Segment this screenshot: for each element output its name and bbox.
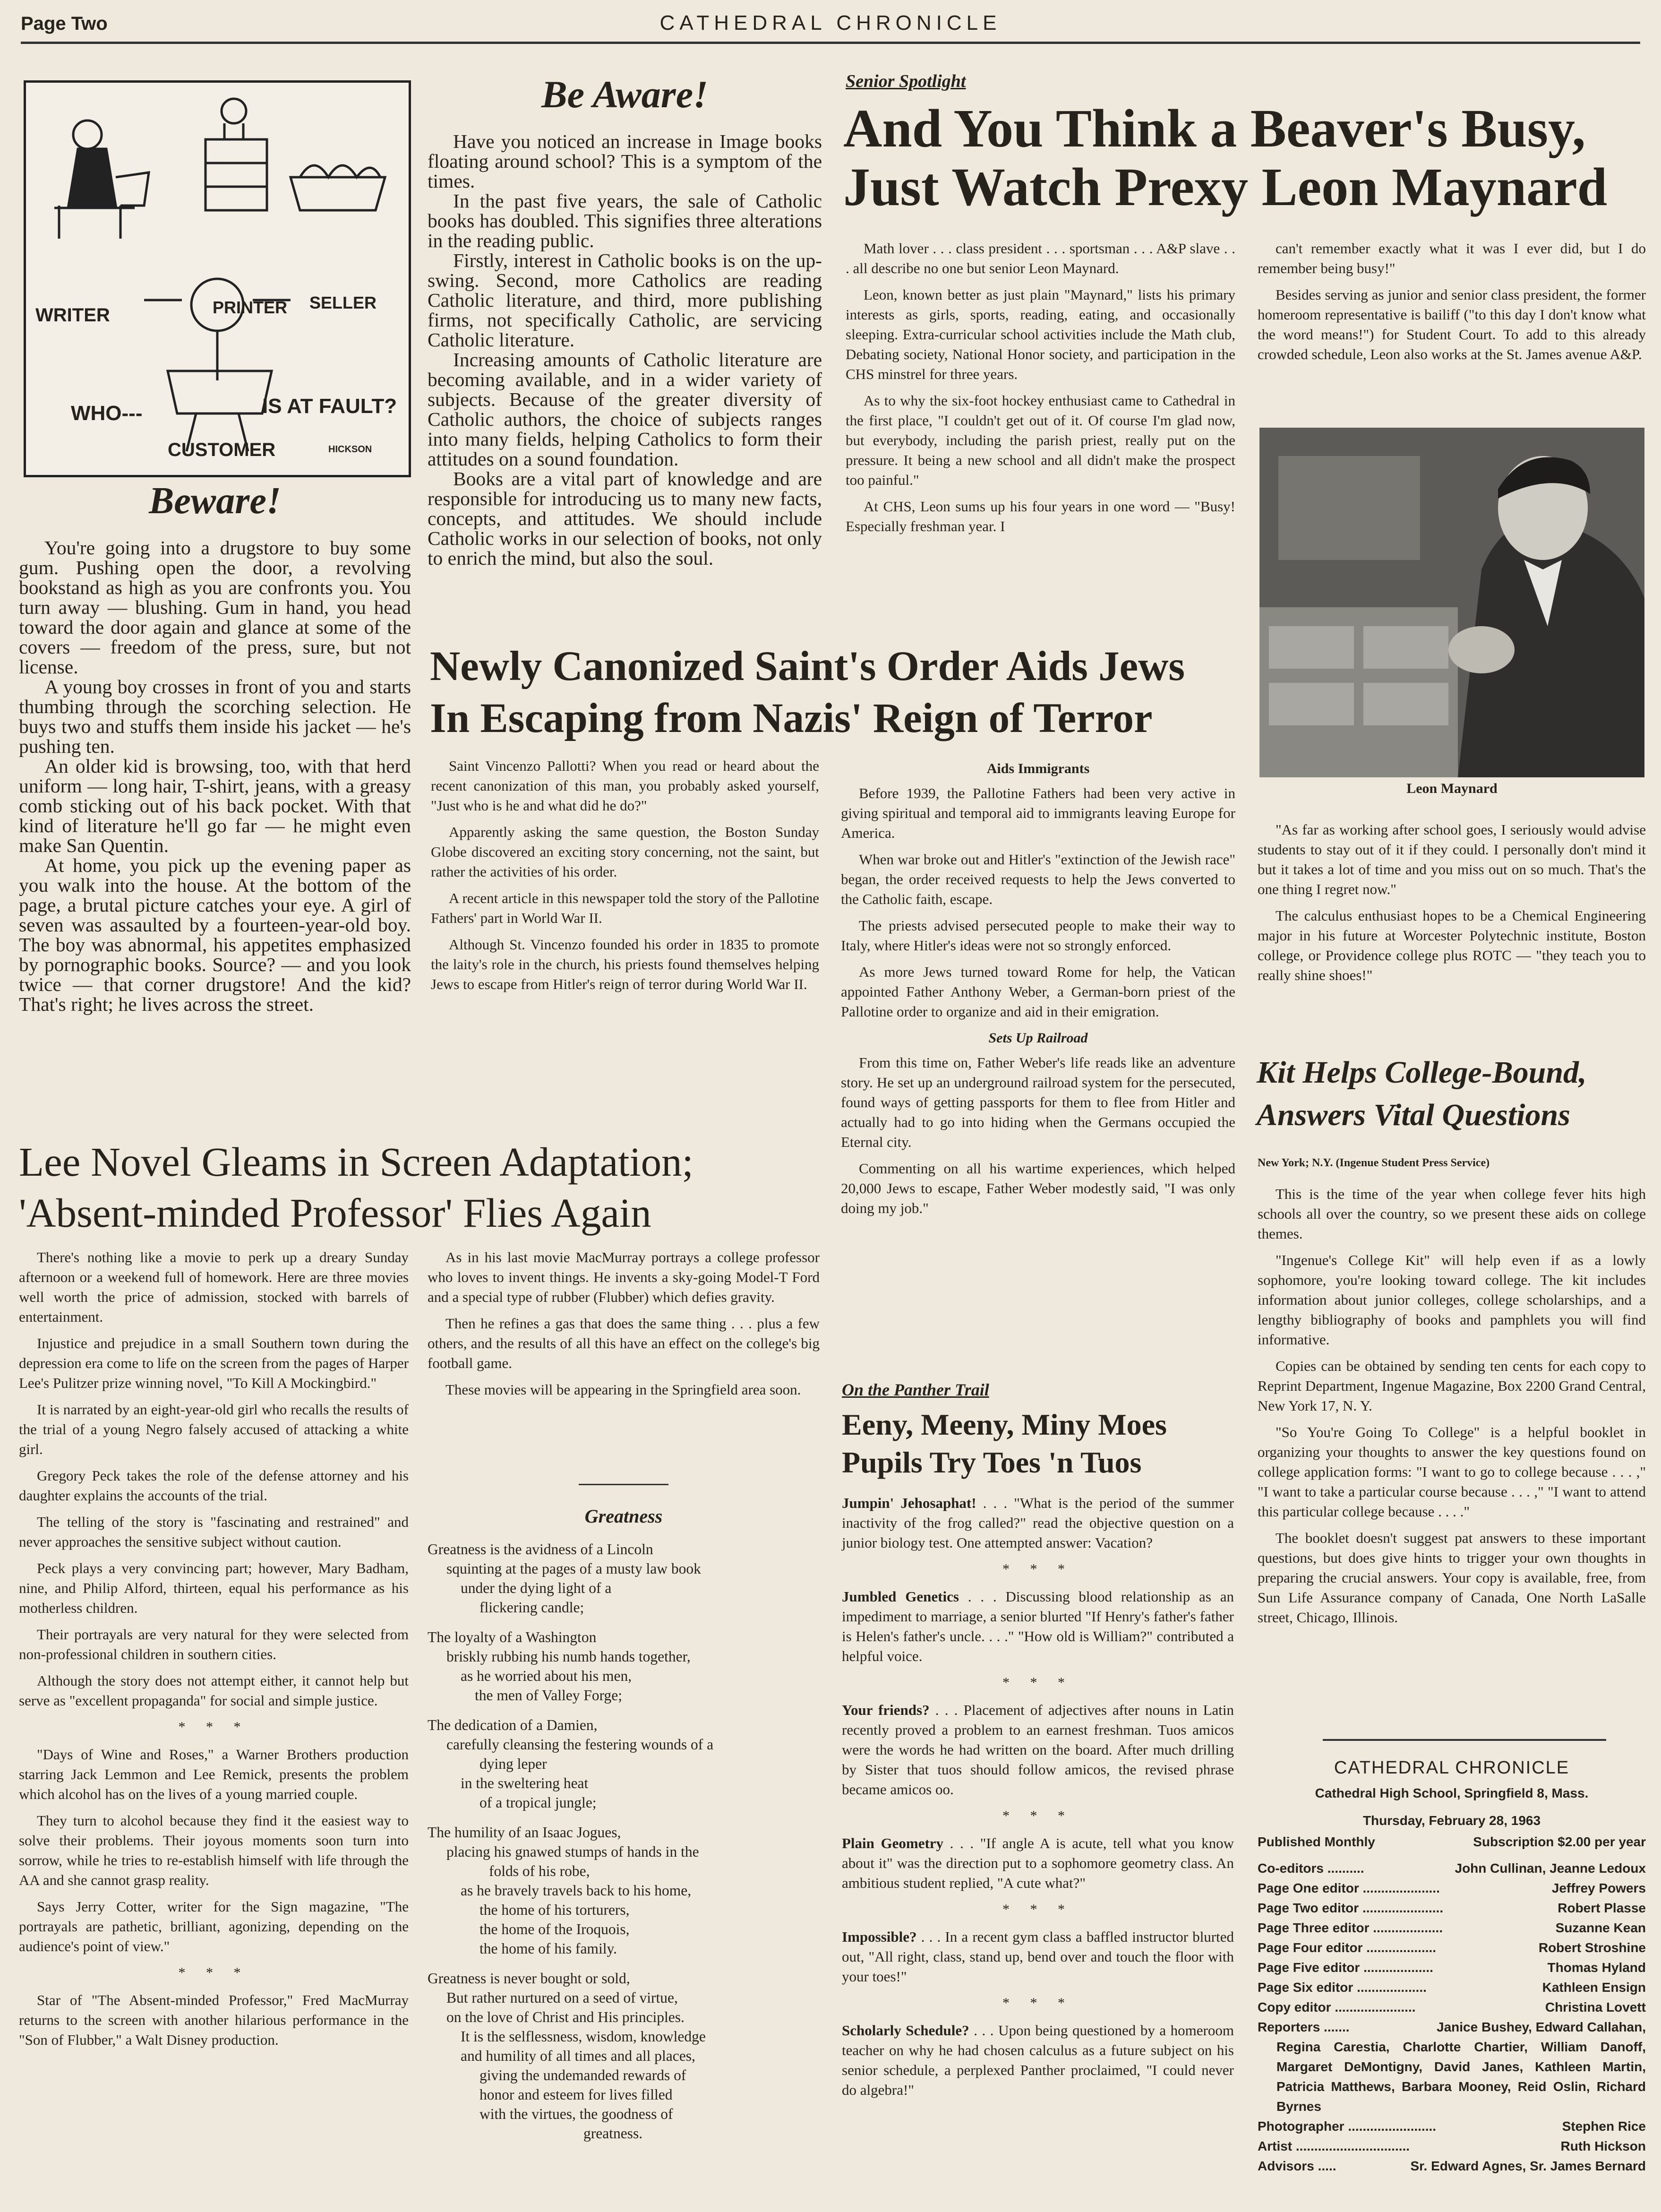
spotlight-headline-line2: Just Watch Prexy Leon Maynard xyxy=(843,157,1608,217)
be-aware-paragraph: Books are a vital part of knowledge and are responsible for introducing us to many new facts, concepts, and attitudes. We should include Catholic works in our selection of books, not only to enrich the mind, but also the soul. xyxy=(428,468,822,569)
kit-paragraph: "Ingenue's College Kit" will help even if as a lowly sophomore, you're looking toward college. The kit includes information about junior colleges, college scholarships, and a lengthy bibliography of books and pamphlets you will find informative. xyxy=(1258,1252,1646,1348)
kit-paragraph: Copies can be obtained by sending ten cents for each copy to Reprint Department, Ingenue Magazine, Box 2200 Grand Central, New York 17, N. Y. xyxy=(1258,1358,1646,1414)
poem-line: squinting at the pages of a musty law book xyxy=(446,1560,701,1577)
panther-item-text: . . . In a recent gym class a baffled instructor blurted out, "All right, class, stand up, bend over and touch the floor with your toes!" xyxy=(842,1928,1234,1985)
movie-headline xyxy=(19,1136,822,1239)
panther-item xyxy=(842,1927,1234,1987)
kit-paragraph: "So You're Going To College" is a helpful booklet in organizing your thoughts to answer the key questions found on college application forms: "I want to go to college because . . . ," "I want to take a particular course because . . . ," "I want to attend this particular college because . . . ." xyxy=(1258,1424,1646,1520)
saint-paragraph: From this time on, Father Weber's life reads like an adventure story. He set up an underground railroad system for the persecuted, found ways of getting passports for them to flee from Hitler and actually had to go into hiding when the Germans occupied the Eternal city. xyxy=(841,1054,1235,1150)
poem-line: as he bravely travels back to his home, xyxy=(461,1882,692,1899)
staff-row xyxy=(1258,1978,1646,1997)
panther-item-lead: Jumbled Genetics xyxy=(842,1588,959,1605)
staff-row xyxy=(1258,2136,1646,2156)
saint-paragraph: Apparently asking the same question, the Boston Sunday Globe discovered an exciting story concerning, not the saint, but rather the activities of his order. xyxy=(431,824,819,880)
poem-line: The loyalty of a Washington xyxy=(428,1629,597,1645)
poem-line: carefully cleansing the festering wounds of a xyxy=(446,1736,714,1753)
poem-line: and humility of all times and all places, xyxy=(461,2048,695,2064)
spotlight-paragraph: Leon, known better as just plain "Maynard," lists his primary interests as girls, sports, reading, eating, and occasionally sleeping. Extra-curricular school activities include the Math club, Debating society, National Honor society, and participation in the CHS minstrel for three years. xyxy=(846,286,1235,382)
section-stars: * * * xyxy=(1002,1561,1073,1577)
poem-stanza xyxy=(428,1715,820,1812)
staff-row xyxy=(1258,2117,1646,2136)
saint-headline xyxy=(430,640,1242,744)
movie-col2 xyxy=(428,1248,820,1406)
spotlight-paragraph: Besides serving as junior and senior class president, the former homeroom representative is bailiff ("to this day I don't know what the word means!") for Student Court. To add to this already crowded schedule, Leon also works at the St. James avenue A&P. xyxy=(1258,286,1646,362)
spotlight-paragraph: can't remember exactly what it was I ever did, but I do remember being busy!" xyxy=(1258,240,1646,276)
poem-line: with the virtues, the goodness of xyxy=(479,2106,673,2122)
staff-row xyxy=(1258,2156,1646,2176)
saint-col2 xyxy=(841,756,1235,1225)
staff-names: Christina Lovett xyxy=(1545,2000,1646,2014)
panther-item-text: . . . Upon being questioned by a homeroom teacher on why he had chosen calculus as a future subject on his senior schedule, a perplexed Panther proclaimed, "I could never do algebra!" xyxy=(842,2022,1234,2098)
be-aware-article xyxy=(428,71,822,568)
poem-line: the home of his torturers, xyxy=(479,1902,630,1918)
staff-names: Robert Stroshine xyxy=(1538,1940,1646,1955)
section-stars: * * * xyxy=(1002,1675,1073,1690)
panther-item-lead: Scholarly Schedule? xyxy=(842,2022,969,2039)
panther-headline-line1: Eeny, Meeny, Miny Moes xyxy=(842,1408,1167,1441)
kit-headline xyxy=(1257,1051,1649,1136)
staff-role: Reporters ....... xyxy=(1258,2020,1350,2034)
staff-role: Page Four editor ................... xyxy=(1258,1940,1437,1955)
staff-names: Jeffrey Powers xyxy=(1551,1881,1646,1895)
masthead-rule xyxy=(21,42,1640,44)
movie-paragraph: "Days of Wine and Roses," a Warner Brothers production starring Jack Lemmon and Lee Remick, presents the problem which alcohol has on the lives of a young married couple. xyxy=(19,1746,409,1802)
staff-box-date: Thursday, February 28, 1963 xyxy=(1362,1813,1541,1828)
poem-line: on the love of Christ and His principles. xyxy=(446,2009,685,2025)
saint-headline-line2: In Escaping from Nazis' Reign of Terror xyxy=(430,695,1153,741)
cartoon-illustration xyxy=(24,80,411,477)
movie-headline-line2: 'Absent-minded Professor' Flies Again xyxy=(19,1190,651,1236)
be-aware-headline: Be Aware! xyxy=(541,73,709,116)
movie-paragraph: The telling of the story is "fascinating and restrained" and never approaches the sensitive subject without caution. xyxy=(19,1514,409,1550)
spotlight-col1 xyxy=(846,239,1235,543)
cartoon-label-fault: IS AT FAULT? xyxy=(262,395,397,418)
staff-role: Page Six editor ................... xyxy=(1258,1980,1427,1995)
kit-headline-line1: Kit Helps College-Bound, xyxy=(1257,1055,1587,1090)
staff-names: Ruth Hickson xyxy=(1560,2139,1646,2153)
poem-line: It is the selflessness, wisdom, knowledge xyxy=(461,2028,706,2045)
kit-body xyxy=(1258,1153,1646,1634)
staff-row xyxy=(1258,2017,1646,2037)
poem-line: placing his gnawed stumps of hands in the xyxy=(446,1843,699,1860)
section-stars: * * * xyxy=(1002,1995,1073,2011)
staff-role: Artist ............................... xyxy=(1258,2139,1410,2153)
poem-line: honor and esteem for lives filled xyxy=(479,2086,673,2103)
staff-row xyxy=(1258,1859,1646,1878)
spotlight-paragraph: Math lover . . . class president . . . sportsman . . . A&P slave . . . all describe no one but senior Leon Maynard. xyxy=(846,240,1235,276)
leon-maynard-photo xyxy=(1259,428,1644,777)
kit-paragraph: This is the time of the year when college fever hits high schools all over the country, so we present these aids on college themes. xyxy=(1258,1186,1646,1242)
movie-paragraph: Injustice and prejudice in a small Southern town during the depression era come to life on the screen from the pages of Harper Lee's Pulitzer prize winning novel, "To Kill A Mockingbird." xyxy=(19,1335,409,1391)
saint-paragraph: Commenting on all his wartime experiences, which helped 20,000 Jews to escape, Father Weber modestly said, "I was only doing my job." xyxy=(841,1160,1235,1216)
staff-names: Suzanne Kean xyxy=(1555,1920,1646,1935)
poem-body xyxy=(428,1540,820,2143)
staff-role: Co-editors .......... xyxy=(1258,1861,1364,1876)
panther-item xyxy=(842,1493,1234,1553)
section-stars: * * * xyxy=(1002,1902,1073,1917)
staff-names: John Cullinan, Jeanne Ledoux xyxy=(1455,1861,1646,1876)
movie-paragraph: Says Jerry Cotter, writer for the Sign magazine, "The portrayals are pathetic, brilliant, agonizing, depending on the audience's point of view." xyxy=(19,1898,409,1954)
poem-line: dying leper xyxy=(479,1756,547,1772)
poem-line: in the sweltering heat xyxy=(461,1775,589,1791)
saint-headline-line1: Newly Canonized Saint's Order Aids Jews xyxy=(430,643,1185,689)
poem-line: under the dying light of a xyxy=(461,1580,612,1596)
saint-paragraph: When war broke out and Hitler's "extinction of the Jewish race" began, the order received requests to help the Jews converted to the Catholic faith, escape. xyxy=(841,851,1235,907)
panther-item-text: . . . Discussing blood relationship as an impediment to marriage, a senior blurted "If Henry's father's father is Helen's father's uncle. . . ." "How old is William?" contributed a helpful voice. xyxy=(842,1588,1234,1664)
saint-col1 xyxy=(431,756,819,1001)
poem-line: as he worried about his men, xyxy=(461,1668,632,1684)
cartoon-label-seller: SELLER xyxy=(309,293,377,312)
cartoon-label-printer: PRINTER xyxy=(213,298,288,317)
poem-stanza xyxy=(428,1540,820,1617)
staff-box-school: Cathedral High School, Springfield 8, Mass. xyxy=(1315,1786,1589,1800)
staff-role: Advisors ..... xyxy=(1258,2159,1336,2173)
poem-stanza xyxy=(428,1969,820,2143)
staff-reporters-list: Regina Carestia, Charlotte Chartier, William Danoff, Margaret DeMontigny, David Janes, Kathleen Martin, Patricia Matthews, Barbara Mooney, Reid Oslin, Richard Byrnes xyxy=(1276,2040,1646,2114)
movie-paragraph: As in his last movie MacMurray portrays a college professor who loves to invent things. He invents a sky-going Model-T Ford and a special type of rubber (Flubber) which defies gravity. xyxy=(428,1249,820,1305)
staff-box-publication-row xyxy=(1258,1832,1646,1852)
kit-dateline: New York; N.Y. (Ingenue Student Press Service) xyxy=(1258,1157,1490,1169)
staff-row xyxy=(1258,1918,1646,1938)
section-stars: * * * xyxy=(1002,1808,1073,1824)
saint-paragraph: As more Jews turned toward Rome for help, the Vatican appointed Father Anthony Weber, a German-born priest of the Pallotine order to organize and aid in their emigration. xyxy=(841,964,1235,1020)
beware-body xyxy=(19,538,411,1014)
cartoon-label-customer: CUSTOMER xyxy=(168,439,276,460)
panther-item-lead: Your friends? xyxy=(842,1702,930,1718)
staff-row xyxy=(1258,1997,1646,2017)
movie-paragraph: These movies will be appearing in the Springfield area soon. xyxy=(445,1381,801,1398)
staff-box xyxy=(1258,1758,1646,2176)
saint-paragraph: Before 1939, the Pallotine Fathers had been very active in giving spiritual and temporal aid to immigrants leaving Europe for America. xyxy=(841,785,1235,841)
poem-line: the home of his family. xyxy=(479,1940,617,1957)
staff-box-subscription: Subscription $2.00 per year xyxy=(1473,1834,1646,1849)
beware-article xyxy=(19,477,411,1014)
section-stars: * * * xyxy=(178,1719,249,1735)
staff-names: Thomas Hyland xyxy=(1547,1960,1646,1975)
staff-names: Sr. Edward Agnes, Sr. James Bernard xyxy=(1410,2159,1646,2173)
be-aware-paragraph: Have you noticed an increase in Image books floating around school? This is a symptom of the times. xyxy=(428,130,822,192)
panther-item-lead: Jumpin' Jehosaphat! xyxy=(842,1495,976,1511)
panther-item xyxy=(842,1587,1234,1666)
movie-paragraph: Star of "The Absent-minded Professor," Fred MacMurray returns to the screen with another hilarious performance in the "Son of Flubber," a Walt Disney production. xyxy=(19,1992,409,2048)
poem-line: of a tropical jungle; xyxy=(479,1794,597,1811)
beware-paragraph: A young boy crosses in front of you and starts thumbing through the scorching selection. He buys two and stuffs them inside his jacket — he's pushing ten. xyxy=(19,676,411,757)
poem-line: briskly rubbing his numb hands together, xyxy=(446,1648,691,1665)
saint-paragraph: A recent article in this newspaper told the story of the Pallotine Fathers' part in World War II. xyxy=(431,890,819,926)
staff-names: Kathleen Ensign xyxy=(1542,1980,1646,1995)
panther-item-lead: Plain Geometry xyxy=(842,1835,944,1851)
staff-row xyxy=(1258,1878,1646,1898)
movie-headline-line1: Lee Novel Gleams in Screen Adaptation; xyxy=(19,1139,694,1185)
photo-image xyxy=(1259,428,1644,777)
movie-paragraph: Their portrayals are very natural for they were selected from non-professional children in southern cities. xyxy=(19,1626,409,1662)
movie-col1 xyxy=(19,1248,409,2057)
poem-line: But rather nurtured on a seed of virtue, xyxy=(446,1989,678,2006)
cartoon-label-who: WHO--- xyxy=(71,402,143,425)
poem-line: flickering candle; xyxy=(479,1599,584,1616)
cartoon-signature: HICKSON xyxy=(328,444,372,455)
beware-paragraph: You're going into a drugstore to buy some gum. Pushing open the door, a revolving bookstand as high as you are confronts you. You turn away — blushing. Gum in hand, you head toward the door again and glance at some of the covers — freedom of the press, sure, but not license. xyxy=(19,537,411,678)
movie-paragraph: Peck plays a very convincing part; however, Mary Badham, nine, and Philip Alford, thirteen, equal his performance as his motherless children. xyxy=(19,1560,409,1616)
cartoon-label-writer: WRITER xyxy=(35,305,110,326)
photo-caption: Leon Maynard xyxy=(1406,781,1498,796)
staff-names: Janice Bushey, Edward Callahan, xyxy=(1437,2020,1646,2034)
spotlight-paragraph: At CHS, Leon sums up his four years in one word — "Busy! Especially freshman year. I xyxy=(846,498,1235,534)
staff-role: Page Two editor ...................... xyxy=(1258,1901,1444,1915)
movie-paragraph: It is narrated by an eight-year-old girl who recalls the results of the trial of a young Negro falsely accused of attacking a white girl. xyxy=(19,1401,409,1457)
poem-line: The dedication of a Damien, xyxy=(428,1717,598,1733)
staff-row xyxy=(1258,1938,1646,1958)
poem-title: Greatness xyxy=(584,1506,663,1527)
spotlight-col2 xyxy=(1258,239,1646,371)
panther-kicker: On the Panther Trail xyxy=(842,1380,989,1399)
poem-stanza xyxy=(428,1823,820,1958)
movie-paragraph: Although the story does not attempt either, it cannot help but serve as "excellent propaganda" for social and simple justice. xyxy=(19,1672,409,1709)
beware-paragraph: An older kid is browsing, too, with that herd uniform — long hair, T-shirt, jeans, with a greasy comb sticking out of his back pocket. With that kind of literature he'll go far — he might even make San Quentin. xyxy=(19,755,411,856)
movie-paragraph: There's nothing like a movie to perk up a dreary Sunday afternoon or a weekend full of homework. Here are three movies well worth the price of admission, stocked with barrels of entertainment. xyxy=(19,1249,409,1325)
staff-role: Photographer ........................ xyxy=(1258,2119,1437,2134)
movie-paragraph: They turn to alcohol because they find it the easiest way to solve their problems. Their joyous moments soon turn into sorrow, while he tries to re-establish himself with life through the AA and she cannot grasp reality. xyxy=(19,1812,409,1888)
staff-role: Page Three editor ................... xyxy=(1258,1920,1443,1935)
poem-line: giving the undemanded rewards of xyxy=(479,2067,686,2083)
staff-names: Robert Plasse xyxy=(1558,1901,1646,1915)
panther-item xyxy=(842,2021,1234,2100)
panther-item xyxy=(842,1833,1234,1893)
spotlight-col2-continued xyxy=(1258,820,1646,992)
poem-line: The humility of an Isaac Jogues, xyxy=(428,1824,621,1841)
poem-line: greatness. xyxy=(583,2125,643,2142)
spotlight-paragraph: "As far as working after school goes, I seriously would advise students to stay out of it if they could. I personally don't mind it but it takes a lot of time and you miss out on so much. That's the one thing I regret now." xyxy=(1258,821,1646,897)
poem-line: the home of the Iroquois, xyxy=(479,1921,630,1937)
panther-item-text: . . . Placement of adjectives after nouns in Latin recently proved a problem to an earnest freshman. Tuos amicos were the words he had written on the board. After much drilling by Sister that tuos should follow amicos, the revised phrase became amicos oo. xyxy=(842,1702,1234,1798)
panther-item xyxy=(842,1700,1234,1799)
be-aware-paragraph: Increasing amounts of Catholic literature are becoming available, and in a wider variety of subjects. Because of the greater diversity of Catholic authors, the choice of subjects ranges into many fields, helping Catholics to form their attitudes on a sound foundation. xyxy=(428,349,822,470)
greatness-poem xyxy=(428,1505,820,2153)
saint-subhead-railroad: Sets Up Railroad xyxy=(988,1030,1088,1046)
staff-names: Stephen Rice xyxy=(1562,2119,1646,2134)
spotlight-kicker: Senior Spotlight xyxy=(846,71,966,91)
kit-paragraph: The booklet doesn't suggest pat answers to these important questions, but does give hints to trigger your own thoughts in preparing the crucial answers. Your copy is available, free, from Sun Life Assurance company of Canada, One North LaSalle street, Chicago, Illinois. xyxy=(1258,1530,1646,1626)
poem-line: Greatness is the avidness of a Lincoln xyxy=(428,1541,653,1558)
section-stars: * * * xyxy=(178,1965,249,1980)
staff-row xyxy=(1258,1898,1646,1918)
be-aware-paragraph: Firstly, interest in Catholic books is on the up-swing. Second, more Catholics are reading Catholic literature, and third, more publishing firms, not specifically Catholic, are servicing Catholic literature. xyxy=(428,250,822,351)
movie-paragraph: Then he refines a gas that does the same thing . . . plus a few others, and the results of all this have an effect on the college's big football game. xyxy=(428,1315,820,1371)
poem-line: Greatness is never bought or sold, xyxy=(428,1970,630,1987)
staff-row xyxy=(1258,1958,1646,1978)
paper-name: CATHEDRAL CHRONICLE xyxy=(659,11,1002,34)
poem-line: folds of his robe, xyxy=(489,1863,590,1879)
spotlight-paragraph: As to why the six-foot hockey enthusiast came to Cathedral in the first place, "I couldn't get out of it. Of course I'm glad now, but everybody, including the parish priest, really put on the pressure. It being a new school and all didn't make the prospect too painful." xyxy=(846,392,1235,488)
page-number: Page Two xyxy=(21,13,108,34)
staff-role: Page One editor ..................... xyxy=(1258,1881,1440,1895)
saint-paragraph: Although St. Vincenzo founded his order in 1835 to promote the laity's role in the church, his priests found themselves helping Jews to escape from Hitler's reign of terror during World War II. xyxy=(431,936,819,992)
poem-line: the men of Valley Forge; xyxy=(475,1687,623,1704)
staff-box-rule xyxy=(1323,1739,1606,1741)
spotlight-headline-line1: And You Think a Beaver's Busy, xyxy=(843,98,1586,158)
poem-stanza xyxy=(428,1627,820,1705)
beware-paragraph: At home, you pick up the evening paper as you walk into the house. At the bottom of the page, a brutal picture catches your eye. A girl of seven was assaulted by a fourteen-year-old boy. The boy was abnormal, his appetites emphasized by pornographic books. Source? — and you look twice — that corner drugstore! And the kid? That's right; he lives across the street. xyxy=(19,854,411,1015)
movie-paragraph: Gregory Peck takes the role of the defense attorney and his daughter explains the accounts of the trial. xyxy=(19,1467,409,1504)
be-aware-body xyxy=(428,131,822,568)
staff-role: Page Five editor ................... xyxy=(1258,1960,1433,1975)
beware-headline: Beware! xyxy=(149,480,281,522)
staff-box-title: CATHEDRAL CHRONICLE xyxy=(1334,1758,1570,1778)
panther-item-text: . . . "If angle A is acute, tell what you know about it" was the direction put to a sophomore geometry class. An ambitious student replied, "A cute what?" xyxy=(842,1835,1234,1891)
kit-headline-line2: Answers Vital Questions xyxy=(1257,1098,1570,1132)
saint-subhead-aids: Aids Immigrants xyxy=(986,761,1090,776)
poem-rule xyxy=(579,1484,668,1485)
panther-headline xyxy=(842,1406,1239,1481)
staff-box-published: Published Monthly xyxy=(1258,1834,1375,1849)
spotlight-paragraph: The calculus enthusiast hopes to be a Chemical Engineering major in his future at Worcester Polytechnic institute, Boston college, or Providence college plus ROTC — "they teach you to really shine shoes!" xyxy=(1258,907,1646,983)
staff-role: Copy editor ...................... xyxy=(1258,2000,1416,2014)
panther-headline-line2: Pupils Try Toes 'n Tuos xyxy=(842,1446,1142,1479)
panther-item-text: . . . "What is the period of the summer inactivity of the frog called?" read the objective question on a junior biology test. One attempted answer: Vacation? xyxy=(842,1495,1234,1551)
saint-paragraph: Saint Vincenzo Pallotti? When you read or heard about the recent canonization of this man, you probably asked yourself, "Just who is he and what did he do?" xyxy=(431,757,819,814)
spotlight-headline xyxy=(843,99,1646,216)
saint-paragraph: The priests advised persecuted people to make their way to Italy, where Hitler's ideas were not so strongly enforced. xyxy=(841,917,1235,954)
panther-item-lead: Impossible? xyxy=(842,1928,917,1945)
be-aware-paragraph: In the past five years, the sale of Catholic books has doubled. This signifies three alterations in the reading public. xyxy=(428,190,822,251)
panther-body xyxy=(842,1493,1234,2107)
